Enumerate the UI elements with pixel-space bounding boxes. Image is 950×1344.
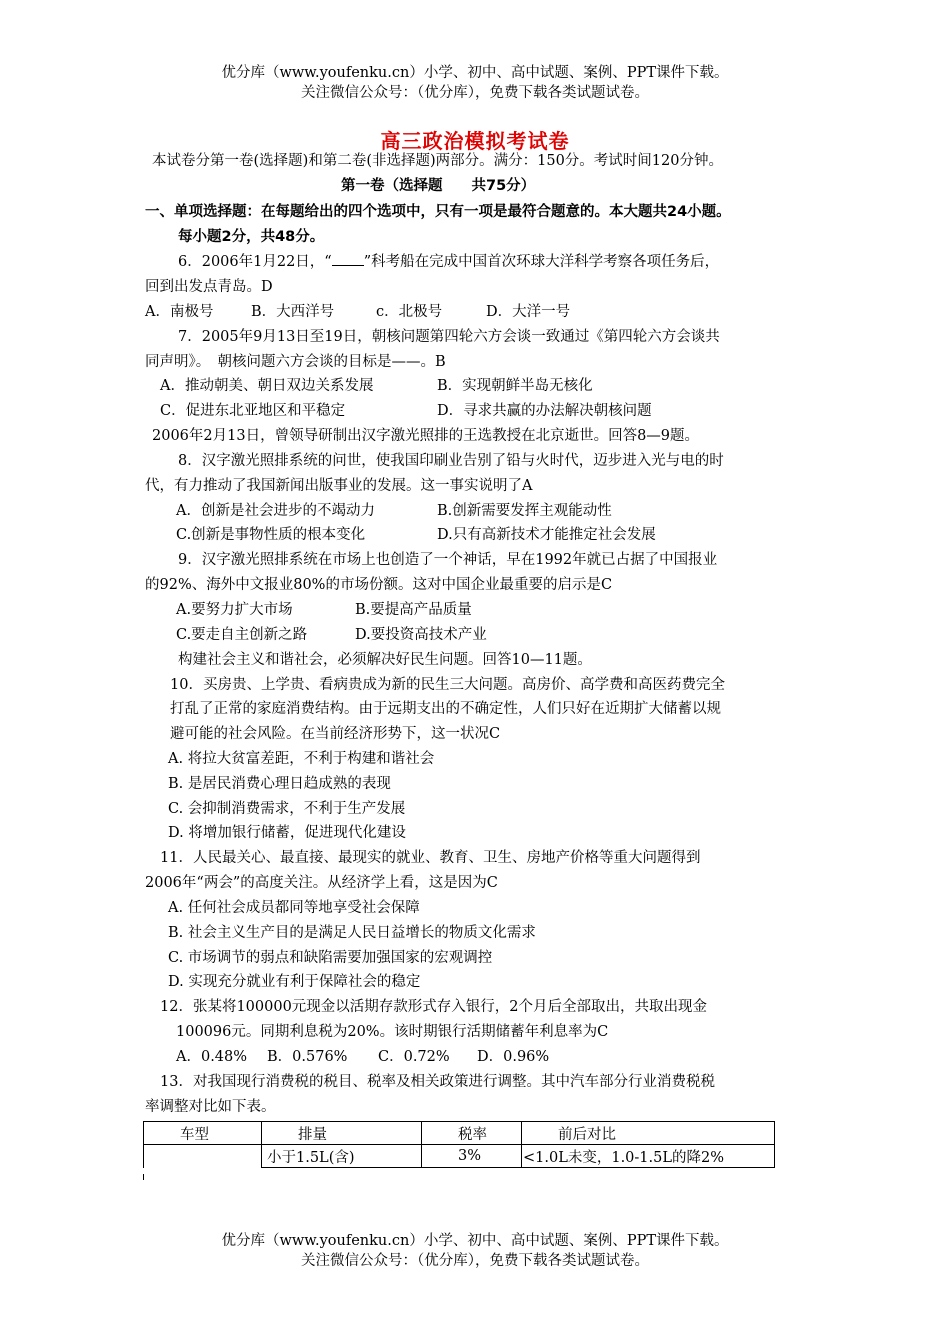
material-8-9: 2006年2月13日，曾领导研制出汉字激光照排的王选教授在北京逝世。回答8—9题。 (152, 428, 700, 444)
q6-text-b: ”科考船在完成中国首次环球大洋科学考察各项任务后， (363, 254, 720, 270)
q13-line-2: 率调整对比如下表。 (145, 1099, 276, 1115)
table-header-cell: 排量 (262, 1122, 422, 1145)
q12-option-c: C．0.72% (378, 1049, 450, 1065)
table-cell: <1.0L未变，1.0-1.5L的降2% (522, 1145, 775, 1168)
q10-option-a: A. 将拉大贫富差距，不利于构建和谐社会 (168, 751, 435, 767)
q6-option-a: A．南极号 (145, 304, 214, 320)
q9-line-2: 的92%、海外中文报业80%的市场份额。这对中国企业最重要的启示是C (145, 577, 613, 593)
q9-line-1: 9．汉字激光照排系统在市场上也创造了一个神话，早在1992年就已占据了中国报业 (178, 552, 718, 568)
table-continuation (143, 1174, 776, 1180)
q9-option-c: C.要走自主创新之路 (176, 627, 308, 643)
q6-line-1 (178, 251, 719, 273)
q9-option-b: B.要提高产品质量 (355, 602, 472, 618)
q7-line-1: 7．2005年9月13日至19日，朝核问题第四轮六方会谈一致通过《第四轮六方会谈共 (178, 329, 720, 345)
q8-line-1: 8．汉字激光照排系统的问世，使我国印刷业告别了铅与火时代，迈步进入光与电的时 (178, 453, 724, 469)
q11-option-d: D. 实现充分就业有利于保障社会的稳定 (168, 974, 421, 990)
q7-line-2: 同声明》。 朝核问题六方会谈的目标是——。B (145, 354, 446, 370)
section1-heading-2: 每小题2分，共48分。 (178, 229, 325, 245)
table-header-cell: 前后对比 (522, 1122, 775, 1145)
q11-line-2: 2006年“两会”的高度关注。从经济学上看，这是因为C (145, 875, 498, 891)
q10-option-d: D. 将增加银行储蓄，促进现代化建设 (168, 825, 406, 841)
table-header-cell: 税率 (422, 1122, 522, 1145)
q9-option-a: A.要努力扩大市场 (176, 602, 293, 618)
q11-option-a: A. 任何社会成员都同等地享受社会保障 (168, 900, 420, 916)
material-10-11: 构建社会主义和谐社会，必须解决好民生问题。回答10—11题。 (178, 652, 592, 668)
q7-option-c: C．促进东北亚地区和平稳定 (160, 403, 346, 419)
q12-line-1: 12．张某将100000元现金以活期存款形式存入银行，2个月后全部取出，共取出现金 (160, 999, 708, 1015)
q10-option-c: C. 会抑制消费需求，不利于生产发展 (168, 801, 406, 817)
header-line-1: 优分库（www.youfenku.cn）小学、初中、高中试题、案例、PPT课件下载。 (221, 65, 729, 81)
exam-intro: 本试卷分第一卷(选择题)和第二卷(非选择题)两部分。满分：150分。考试时间120分钟。 (152, 153, 723, 169)
answer-blank (332, 251, 364, 266)
q6-text-a: 6．2006年1月22日，“ (178, 254, 332, 270)
table-cell: 3% (422, 1145, 522, 1168)
q6-option-b: B．大西洋号 (251, 304, 335, 320)
section1-heading-1: 一、单项选择题：在每题给出的四个选项中，只有一项是最符合题意的。本大题共24小题。 (145, 204, 731, 220)
q7-option-b: B．实现朝鲜半岛无核化 (437, 378, 593, 394)
q13-line-1: 13．对我国现行消费税的税目、税率及相关政策进行调整。其中汽车部分行业消费税税 (160, 1074, 715, 1090)
table-row (144, 1145, 775, 1168)
q8-option-d: D.只有高新技术才能推定社会发展 (437, 527, 656, 543)
q12-option-d: D．0.96% (477, 1049, 550, 1065)
q12-option-b: B．0.576% (267, 1049, 348, 1065)
q7-option-a: A．推动朝美、朝日双边关系发展 (160, 378, 374, 394)
q6-line-2: 回到出发点青岛。D (145, 279, 273, 295)
q10-line-3: 避可能的社会风险。在当前经济形势下，这一状况C (170, 726, 501, 742)
q12-option-a: A．0.48% (176, 1049, 248, 1065)
q12-line-2: 100096元。同期利息税为20%。该时期银行活期储蓄年利息率为C (176, 1024, 609, 1040)
q6-option-d: D．大洋一号 (486, 304, 571, 320)
table-header-cell: 车型 (144, 1122, 262, 1145)
q6-option-c: c．北极号 (376, 304, 443, 320)
q8-option-c: C.创新是事物性质的根本变化 (176, 527, 366, 543)
part1-title: 第一卷（选择题 共75分） (341, 178, 536, 194)
q11-option-c: C. 市场调节的弱点和缺陷需要加强国家的宏观调控 (168, 950, 493, 966)
q8-line-2: 代，有力推动了我国新闻出版事业的发展。这一事实说明了A (145, 478, 533, 494)
q8-option-a: A．创新是社会进步的不竭动力 (176, 503, 375, 519)
footer-line-1: 优分库（www.youfenku.cn）小学、初中、高中试题、案例、PPT课件下载。 (221, 1233, 729, 1249)
q10-line-1: 10．买房贵、上学贵、看病贵成为新的民生三大问题。高房价、高学费和高医药费完全 (170, 677, 725, 693)
q7-option-d: D．寻求共赢的办法解决朝核问题 (437, 403, 652, 419)
q11-line-1: 11．人民最关心、最直接、最现实的就业、教育、卫生、房地产价格等重大问题得到 (160, 850, 701, 866)
q10-option-b: B. 是居民消费心理日趋成熟的表现 (168, 776, 391, 792)
tax-rate-table (143, 1121, 775, 1168)
page-title: 高三政治模拟考试卷 (380, 129, 570, 153)
q8-option-b: B.创新需要发挥主观能动性 (437, 503, 612, 519)
footer-line-2: 关注微信公众号：（优分库），免费下载各类试题试卷。 (301, 1253, 649, 1269)
table-cell (144, 1145, 262, 1168)
q11-option-b: B. 社会主义生产目的是满足人民日益增长的物质文化需求 (168, 925, 536, 941)
table-cell: 小于1.5L(含) (262, 1145, 422, 1168)
header-line-2: 关注微信公众号：（优分库），免费下载各类试题试卷。 (301, 85, 649, 101)
q10-line-2: 打乱了正常的家庭消费结构。由于远期支出的不确定性，人们只好在近期扩大储蓄以规 (170, 701, 721, 717)
q9-option-d: D.要投资高技术产业 (355, 627, 487, 643)
table-header-row (144, 1122, 775, 1145)
